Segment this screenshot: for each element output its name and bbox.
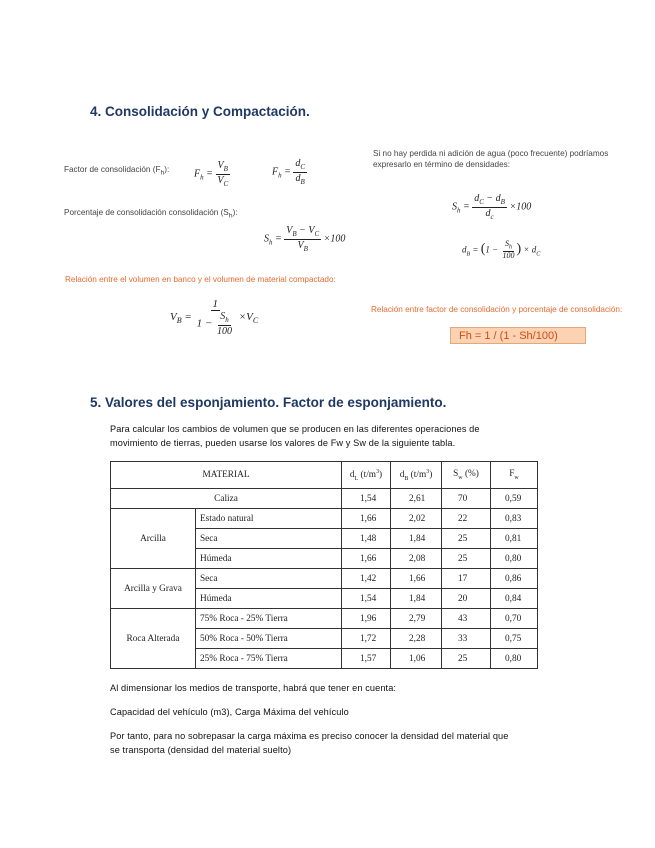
esponjamiento-table	[110, 461, 538, 669]
cell-dl: 1,96	[342, 609, 391, 629]
header-dl: $d_L$ $(t/m^3)$	[342, 462, 391, 489]
section-5-heading: 5. Valores del esponjamiento. Factor de esponjamiento.	[90, 395, 447, 410]
formula-sh-volumes: $S_h$ = $\frac{V_B - V_C}{V_B}$ ×100	[264, 225, 346, 253]
cell-sub: Húmeda	[196, 549, 342, 569]
cell-fw: 0,86	[491, 569, 538, 589]
cell-sub: 75% Roca - 25% Tierra	[196, 609, 342, 629]
table-row	[111, 609, 538, 629]
porcentaje-consolidacion-label: Porcentaje de consolidación consolidación $(S_h)$:	[64, 208, 238, 220]
table-row	[111, 569, 538, 589]
cell-sw: 22	[442, 509, 491, 529]
cell-sw: 25	[442, 529, 491, 549]
no-perdida-note: Si no hay perdida ni adición de agua (poco frecuente) podríamos expresarlo en término de densidades:	[373, 149, 609, 169]
cell-sub: 50% Roca - 50% Tierra	[196, 629, 342, 649]
cell-dl: 1,54	[342, 489, 391, 509]
cell-db: 1,66	[391, 569, 442, 589]
cell-dl: 1,72	[342, 629, 391, 649]
cell-db: 1,84	[391, 589, 442, 609]
cell-sw: 20	[442, 589, 491, 609]
cell-material: Caliza	[111, 489, 342, 509]
cell-db: 2,08	[391, 549, 442, 569]
section-5-intro: Para calcular los cambios de volumen que se producen en las diferentes operaciones de movimiento de tierras, pueden usarse los valores de Fw y Sw de la siguiente tabla.	[110, 424, 480, 448]
cell-sw: 25	[442, 549, 491, 569]
cell-sw: 43	[442, 609, 491, 629]
formula-db: $d_B = (1$ − $\frac{S_h}{100}$ ) × $d_C$	[462, 239, 541, 261]
cell-sw: 25	[442, 649, 491, 669]
cell-db: 2,28	[391, 629, 442, 649]
closing-p2: Capacidad del vehículo (m3), Carga Máxima del vehículo	[110, 707, 349, 717]
table-header-row	[111, 462, 538, 489]
fh-formula-box: Fh = 1 / (1 - Sh/100)	[450, 327, 586, 344]
header-sw: $S_w$ (%)	[442, 462, 491, 489]
closing-p3: Por tanto, para no sobrepasar la carga máxima es preciso conocer la densidad del material que se transporta (densidad del material suelto)	[110, 731, 509, 755]
cell-db: 1,84	[391, 529, 442, 549]
closing-p1: Al dimensionar los medios de transporte, habrá que tener en cuenta:	[110, 683, 397, 693]
cell-sw: 17	[442, 569, 491, 589]
formula-fh-volumes: $F_h$ = $\frac{V_B}{V_C}$	[194, 160, 229, 188]
cell-db: 2,79	[391, 609, 442, 629]
cell-fw: 0,83	[491, 509, 538, 529]
cell-dl: 1,66	[342, 509, 391, 529]
cell-db: 2,02	[391, 509, 442, 529]
table-row	[111, 489, 538, 509]
cell-sub: Húmeda	[196, 589, 342, 609]
cell-dl: 1,48	[342, 529, 391, 549]
formula-vb: $V_B$ = 1 1 − $\frac{S_h}{100}$ $\times V_C$	[170, 298, 259, 337]
cell-dl: 1,57	[342, 649, 391, 669]
cell-sw: 70	[442, 489, 491, 509]
cell-sub: 25% Roca - 75% Tierra	[196, 649, 342, 669]
cell-fw: 0,75	[491, 629, 538, 649]
header-fw: $F_w$	[491, 462, 538, 489]
formula-fh-densities: $F_h$ = $\frac{d_C}{d_B}$	[272, 158, 306, 186]
cell-fw: 0,70	[491, 609, 538, 629]
relacion-volumen-label: Relación entre el volumen en banco y el volumen de material compactado:	[65, 275, 336, 284]
cell-dl: 1,42	[342, 569, 391, 589]
cell-group: Roca Alterada	[111, 609, 196, 669]
cell-sw: 33	[442, 629, 491, 649]
cell-fw: 0,84	[491, 589, 538, 609]
formula-sh-densities: $S_h$ = $\frac{d_C - d_B}{d_c}$ ×100	[452, 193, 532, 221]
cell-db: 2,61	[391, 489, 442, 509]
cell-group: Arcilla y Grava	[111, 569, 196, 609]
cell-fw: 0,59	[491, 489, 538, 509]
cell-sub: Seca	[196, 529, 342, 549]
cell-group: Arcilla	[111, 509, 196, 569]
cell-fw: 0,81	[491, 529, 538, 549]
cell-db: 1,06	[391, 649, 442, 669]
factor-consolidacion-label: Factor de consolidación $(F_h)$:	[64, 165, 170, 177]
table-row	[111, 509, 538, 529]
cell-fw: 0,80	[491, 549, 538, 569]
header-db: $d_B$ $(t/m^3)$	[391, 462, 442, 489]
header-material: MATERIAL	[111, 462, 342, 489]
relacion-factor-label: Relación entre factor de consolidación y porcentaje de consolidación:	[371, 305, 623, 314]
cell-dl: 1,54	[342, 589, 391, 609]
section-4-heading: 4. Consolidación y Compactación.	[90, 104, 310, 119]
cell-fw: 0,80	[491, 649, 538, 669]
cell-dl: 1,66	[342, 549, 391, 569]
cell-sub: Estado natural	[196, 509, 342, 529]
cell-sub: Seca	[196, 569, 342, 589]
